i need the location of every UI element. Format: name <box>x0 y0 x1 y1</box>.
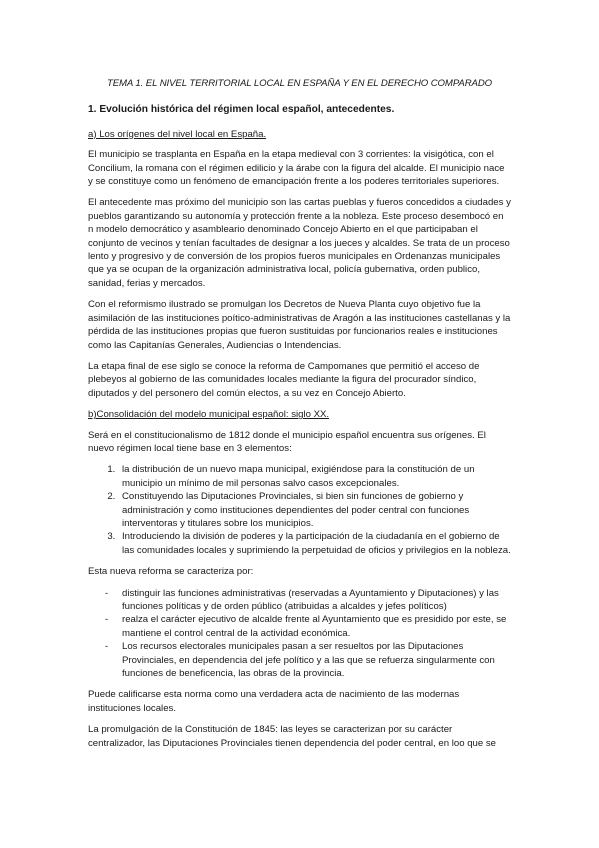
paragraph-2: El antecedente mas próximo del municipio son las cartas pueblas y fueros concedidos a ciudades y pueblos garantizando su autonomía y protección frente a la nobleza. Este proceso desembocó en n modelo democrático y asambleario denominado Concejo Abierto en el que participaban el conjunto de vecinos y tenían facultades de designar a los jueces y alcaldes. Se trata de un proceso lento y progresivo y de conversión de los propios fueros municipales en Ordenanzas municipales que ya se ocupan de la organización administrativa local, policía gubernativa, orden publico, sanidad, ferias y mercados. <box>88 197 511 289</box>
subsection-heading-a: a) Los orígenes del nivel local en España. <box>88 128 267 140</box>
section-heading: 1. Evolución histórica del régimen local español, antecedentes. <box>88 104 395 116</box>
paragraph-3: Con el reformismo ilustrado se promulgan los Decretos de Nueva Planta cuyo objetivo fue la asimilación de las instituciones poítico-administrativas de Aragón a las instituciones castellanas y la pérdida de las instituciones propias que fueron sustituidas por funcionarios reales e instituciones como las Capitanías Generales, Audiencias o Intendencias. <box>88 299 511 351</box>
subsection-heading-b: b)Consolidación del modelo municipal español: siglo XX. <box>88 409 330 421</box>
dash-list-item: - distinguir las funciones administrativas (reservadas a Ayuntamiento y Diputaciones) y las funciones políticas y de orden público (atribuidas a alcaldes y jefes políticos) <box>122 587 511 614</box>
numbered-list <box>88 463 511 557</box>
paragraph-6: Esta nueva reforma se caracteriza por: <box>88 566 254 578</box>
numbered-list-item: 3. Introduciendo la división de poderes y la participación de la ciudadanía en el gobierno de las comunidades locales y suprimiendo la perpetuidad de oficios y privilegios en la nobleza. <box>118 530 511 557</box>
paragraph-4: La etapa final de ese siglo se conoce la reforma de Campomanes que permitió el acceso de plebeyos al gobierno de las comunidades locales mediante la figura del procurador síndico, diputados y del personero del común electos, a su vez en Concejo Abierto. <box>88 360 480 399</box>
numbered-list-item: 1. la distribución de un nuevo mapa municipal, exigiéndose para la constitución de un municipio un mínimo de mil personas salvo casos excepcionales. <box>118 463 511 490</box>
document-title: TEMA 1. EL NIVEL TERRITORIAL LOCAL EN ESPAÑA Y EN EL DERECHO COMPARADO <box>106 78 493 89</box>
dash-list-item: - Los recursos electorales municipales pasan a ser resueltos por las Diputaciones Provinciales, en dependencia del jefe político y a las que se refuerza singularmente con funciones de beneficencia, las obras de la provincia. <box>122 640 511 680</box>
paragraph-7: Puede calificarse esta norma como una verdadera acta de nacimiento de las modernas instituciones locales. <box>88 689 460 714</box>
paragraph-1: El municipio se trasplanta en España en la etapa medieval con 3 corrientes: la visigótica, con el Concilium, la romana con el régimen edilicio y la árabe con la figura del alcalde. El municipio nace y se constituye como un fenómeno de emancipación frente a los poderes territoriales superiores. <box>88 149 505 188</box>
paragraph-5: Será en el constitucionalismo de 1812 donde el municipio español encuentra sus orígenes. El nuevo régimen local tiene base en 3 elementos: <box>88 429 486 454</box>
paragraph-8: La promulgación de la Constitución de 1845: las leyes se caracterizan por su carácter centralizador, las Diputaciones Provinciales tienen dependencia del poder central, en loo que se <box>88 724 496 749</box>
dash-list <box>88 587 511 681</box>
dash-list-item: - realza el carácter ejecutivo de alcalde frente al Ayuntamiento que es presidido por este, se mantiene el control central de la actividad económica. <box>122 613 511 640</box>
numbered-list-item: 2. Constituyendo las Diputaciones Provinciales, si bien sin funciones de gobierno y administración y como instituciones dependientes del poder central con funciones interventoras y titulares sobre los municipios. <box>118 490 511 530</box>
